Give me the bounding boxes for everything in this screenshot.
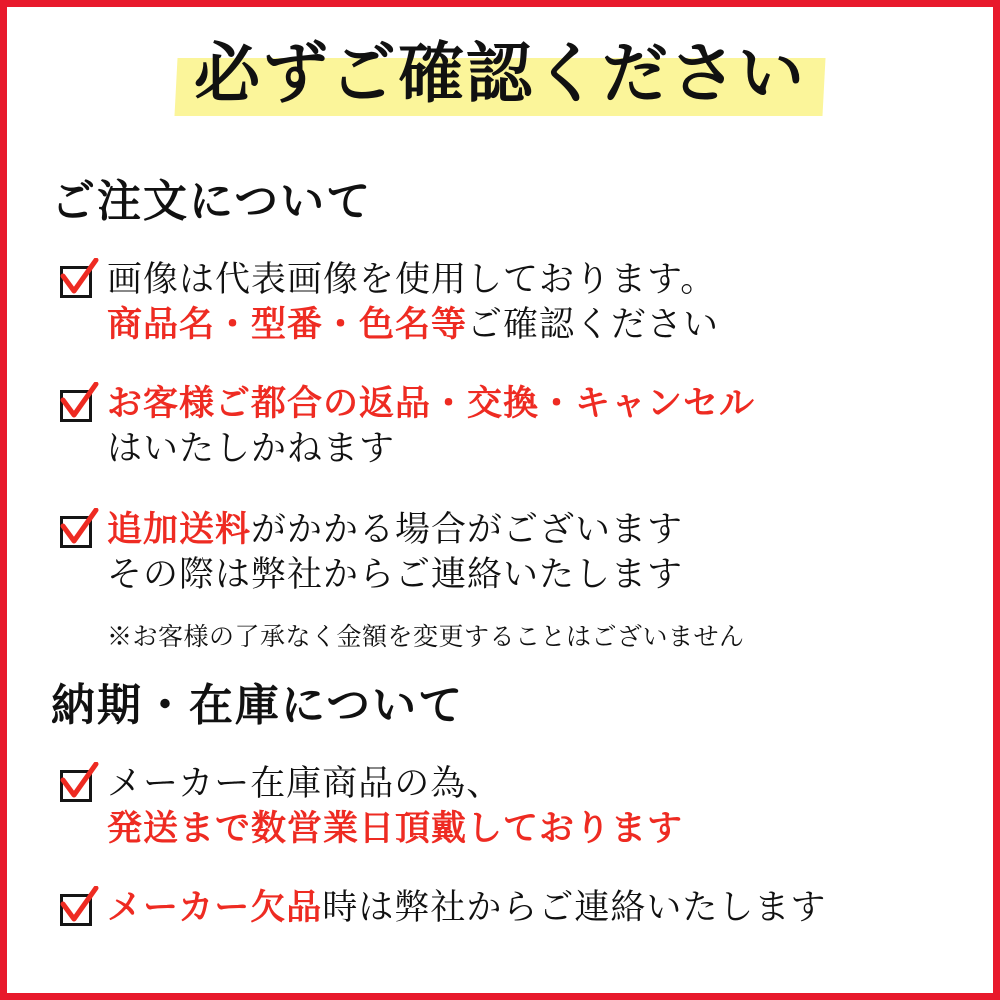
text-segment-red: 追加送料 <box>107 510 252 549</box>
text-segment-red: メーカー欠品 <box>107 888 323 927</box>
text-segment: 画像は代表画像を使用しております。 <box>107 260 717 299</box>
order-note: ※お客様の了承なく金額を変更することはございません <box>107 624 745 651</box>
list-item-lines <box>107 258 957 348</box>
list-item-line <box>107 258 957 303</box>
page-title <box>176 34 824 122</box>
page-title-text: 必ずご確認ください <box>194 38 806 111</box>
notice-content <box>7 0 993 986</box>
list-item-lines <box>107 382 957 472</box>
section-heading-delivery: 納期・在庫について <box>51 681 465 730</box>
checkbox-checked-icon <box>57 514 99 552</box>
list-item-line <box>107 762 957 807</box>
text-segment: がかかる場合がございます <box>251 510 684 549</box>
list-item-line <box>107 303 957 348</box>
list-item <box>57 762 957 852</box>
checkbox-checked-icon <box>57 388 99 426</box>
text-segment: ご確認ください <box>467 304 720 344</box>
list-item-lines <box>107 508 957 598</box>
text-segment: はいたしかねます <box>107 428 396 468</box>
checkbox-checked-icon <box>57 264 99 302</box>
section-heading-order: ご注文について <box>51 177 373 226</box>
list-item-lines <box>107 886 957 931</box>
order-note-row <box>107 622 987 655</box>
text-segment-red: 発送まで数営業日頂戴しております <box>107 808 684 848</box>
list-item-line <box>107 382 957 427</box>
text-segment-red: お客様ご都合の返品・交換・キャンセル <box>107 384 756 423</box>
bottom-border <box>7 993 1000 1000</box>
text-segment: メーカー在庫商品の為、 <box>107 764 503 803</box>
text-segment-red: 商品名・型番・色名等 <box>107 304 468 344</box>
text-segment: その際は弊社からご連絡いたします <box>107 554 684 594</box>
list-item <box>57 886 957 931</box>
list-item-line <box>107 886 957 931</box>
checkbox-checked-icon <box>57 768 99 806</box>
list-item-line <box>107 508 957 553</box>
checkbox-checked-icon <box>57 892 99 930</box>
list-item <box>57 258 957 348</box>
list-item-line <box>107 553 957 598</box>
list-item-line <box>107 427 957 472</box>
list-item-lines <box>107 762 957 852</box>
list-item-line <box>107 807 957 852</box>
text-segment: 時は弊社からご連絡いたします <box>322 888 827 927</box>
list-item <box>57 382 957 472</box>
list-item <box>57 508 957 598</box>
page-title-wrap <box>7 34 993 122</box>
